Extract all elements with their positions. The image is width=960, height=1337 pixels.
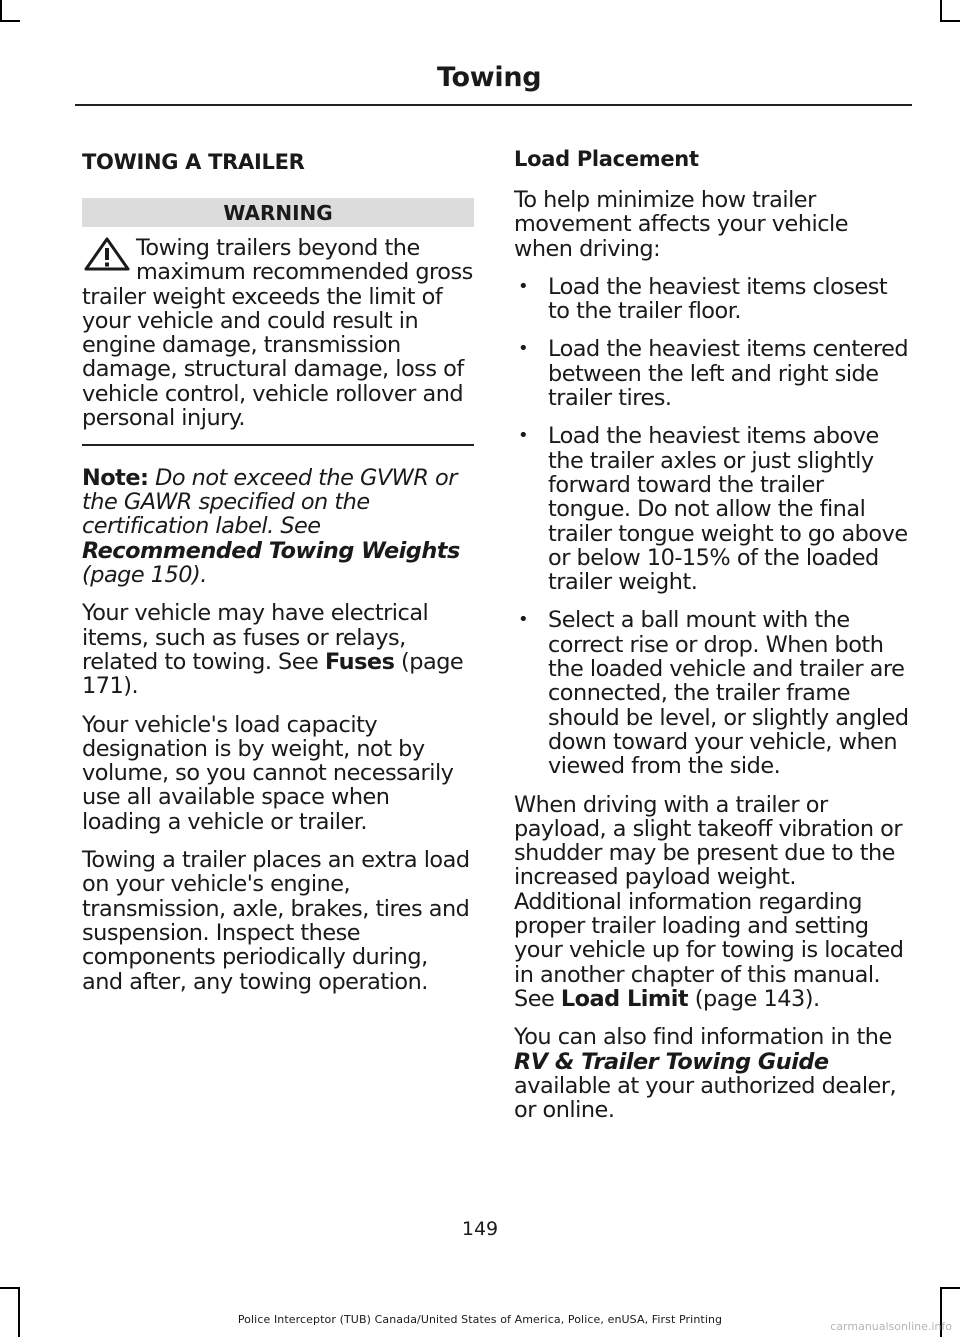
section-heading: TOWING A TRAILER bbox=[82, 150, 305, 174]
paragraph-load-capacity: Your vehicle's load capacity designation is by weight, not by volume, so you cannot necessarily use all available space when loading a vehicle or trailer. bbox=[82, 711, 454, 835]
note-paragraph bbox=[82, 466, 474, 587]
load-placement-list bbox=[514, 275, 909, 779]
note-text: Do not exceed the GVWR or the GAWR specified on the certification label. See bbox=[82, 464, 457, 540]
crop-mark bbox=[0, 1287, 20, 1289]
crop-mark bbox=[0, 20, 20, 22]
right-column bbox=[514, 144, 909, 1136]
footer-text: Police Interceptor (TUB) Canada/United States of America, Police, enUSA, First Printing bbox=[237, 1313, 723, 1326]
page-header-title: Towing bbox=[437, 62, 542, 93]
warning-label: WARNING bbox=[82, 198, 474, 227]
paragraph-inspect: Towing a trailer places an extra load on your vehicle's engine, transmission, axle, brakes, tires and suspension. Inspect these components periodically during, and after, any towing operation. bbox=[82, 847, 470, 995]
list-item: • Select a ball mount with the correct rise or drop. When both the loaded vehicle and trailer are connected, the trailer frame should be level, or slightly angled down toward your vehicle, when viewed from the side. bbox=[514, 608, 909, 778]
crop-mark bbox=[940, 20, 960, 22]
left-column bbox=[82, 144, 474, 1008]
header-divider bbox=[75, 104, 912, 106]
paragraph-vibration bbox=[514, 793, 909, 1012]
page-number: 149 bbox=[461, 1218, 499, 1240]
fuses-link[interactable]: Fuses bbox=[324, 648, 395, 675]
load-limit-link[interactable]: Load Limit bbox=[560, 985, 689, 1012]
note-label: Note: bbox=[82, 464, 149, 491]
warning-text: Towing trailers beyond the maximum recommended gross trailer weight exceeds the limit of your vehicle and could result in engine damage, transmission damage, structural damage, loss of vehicle control, vehicle rollover and personal injury. bbox=[82, 235, 473, 432]
paragraph-towing-guide bbox=[514, 1025, 909, 1122]
paragraph-text: Your vehicle may have electrical items, such as fuses or relays, related to towing. See bbox=[82, 600, 429, 675]
paragraph-tail: available at your authorized dealer, or online. bbox=[514, 1072, 897, 1124]
crop-mark bbox=[940, 1287, 960, 1289]
page-ref: (page 171). bbox=[82, 648, 464, 700]
intro-paragraph: To help minimize how trailer movement affects your vehicle when driving: bbox=[514, 187, 849, 262]
warning-divider bbox=[82, 444, 474, 446]
list-item: • Load the heaviest items centered between the left and right side trailer tires. bbox=[514, 337, 909, 410]
note-page-ref: (page 150). bbox=[82, 562, 207, 589]
note-reference-link[interactable]: Recommended Towing Weights bbox=[82, 537, 460, 564]
section-heading: Load Placement bbox=[514, 147, 699, 171]
list-item: • Load the heaviest items closest to the trailer floor. bbox=[514, 275, 909, 324]
paragraph-text: When driving with a trailer or payload, a slight takeoff vibration or shudder may be present due to the increased payload weight. Additional information regarding proper trailer loading and setting your vehicle up for towing is located in another chapter of this manual. See bbox=[514, 791, 904, 1012]
towing-guide-link[interactable]: RV & Trailer Towing Guide bbox=[514, 1048, 829, 1075]
paragraph-electrical bbox=[82, 601, 474, 698]
paragraph-text: You can also find information in the bbox=[514, 1024, 892, 1051]
crop-mark bbox=[18, 1287, 20, 1337]
crop-mark bbox=[0, 0, 2, 20]
list-item: • Load the heaviest items above the trailer axles or just slightly forward toward the trailer tongue. Do not allow the final trailer tongue weight to go above or below 10-15% of the loaded trailer weight. bbox=[514, 424, 909, 594]
crop-mark bbox=[940, 0, 942, 20]
warning-box bbox=[82, 236, 474, 430]
watermark: carmanualsonline.info bbox=[830, 1320, 952, 1333]
warning-triangle-icon bbox=[82, 236, 132, 272]
page-ref: (page 143). bbox=[688, 985, 820, 1012]
